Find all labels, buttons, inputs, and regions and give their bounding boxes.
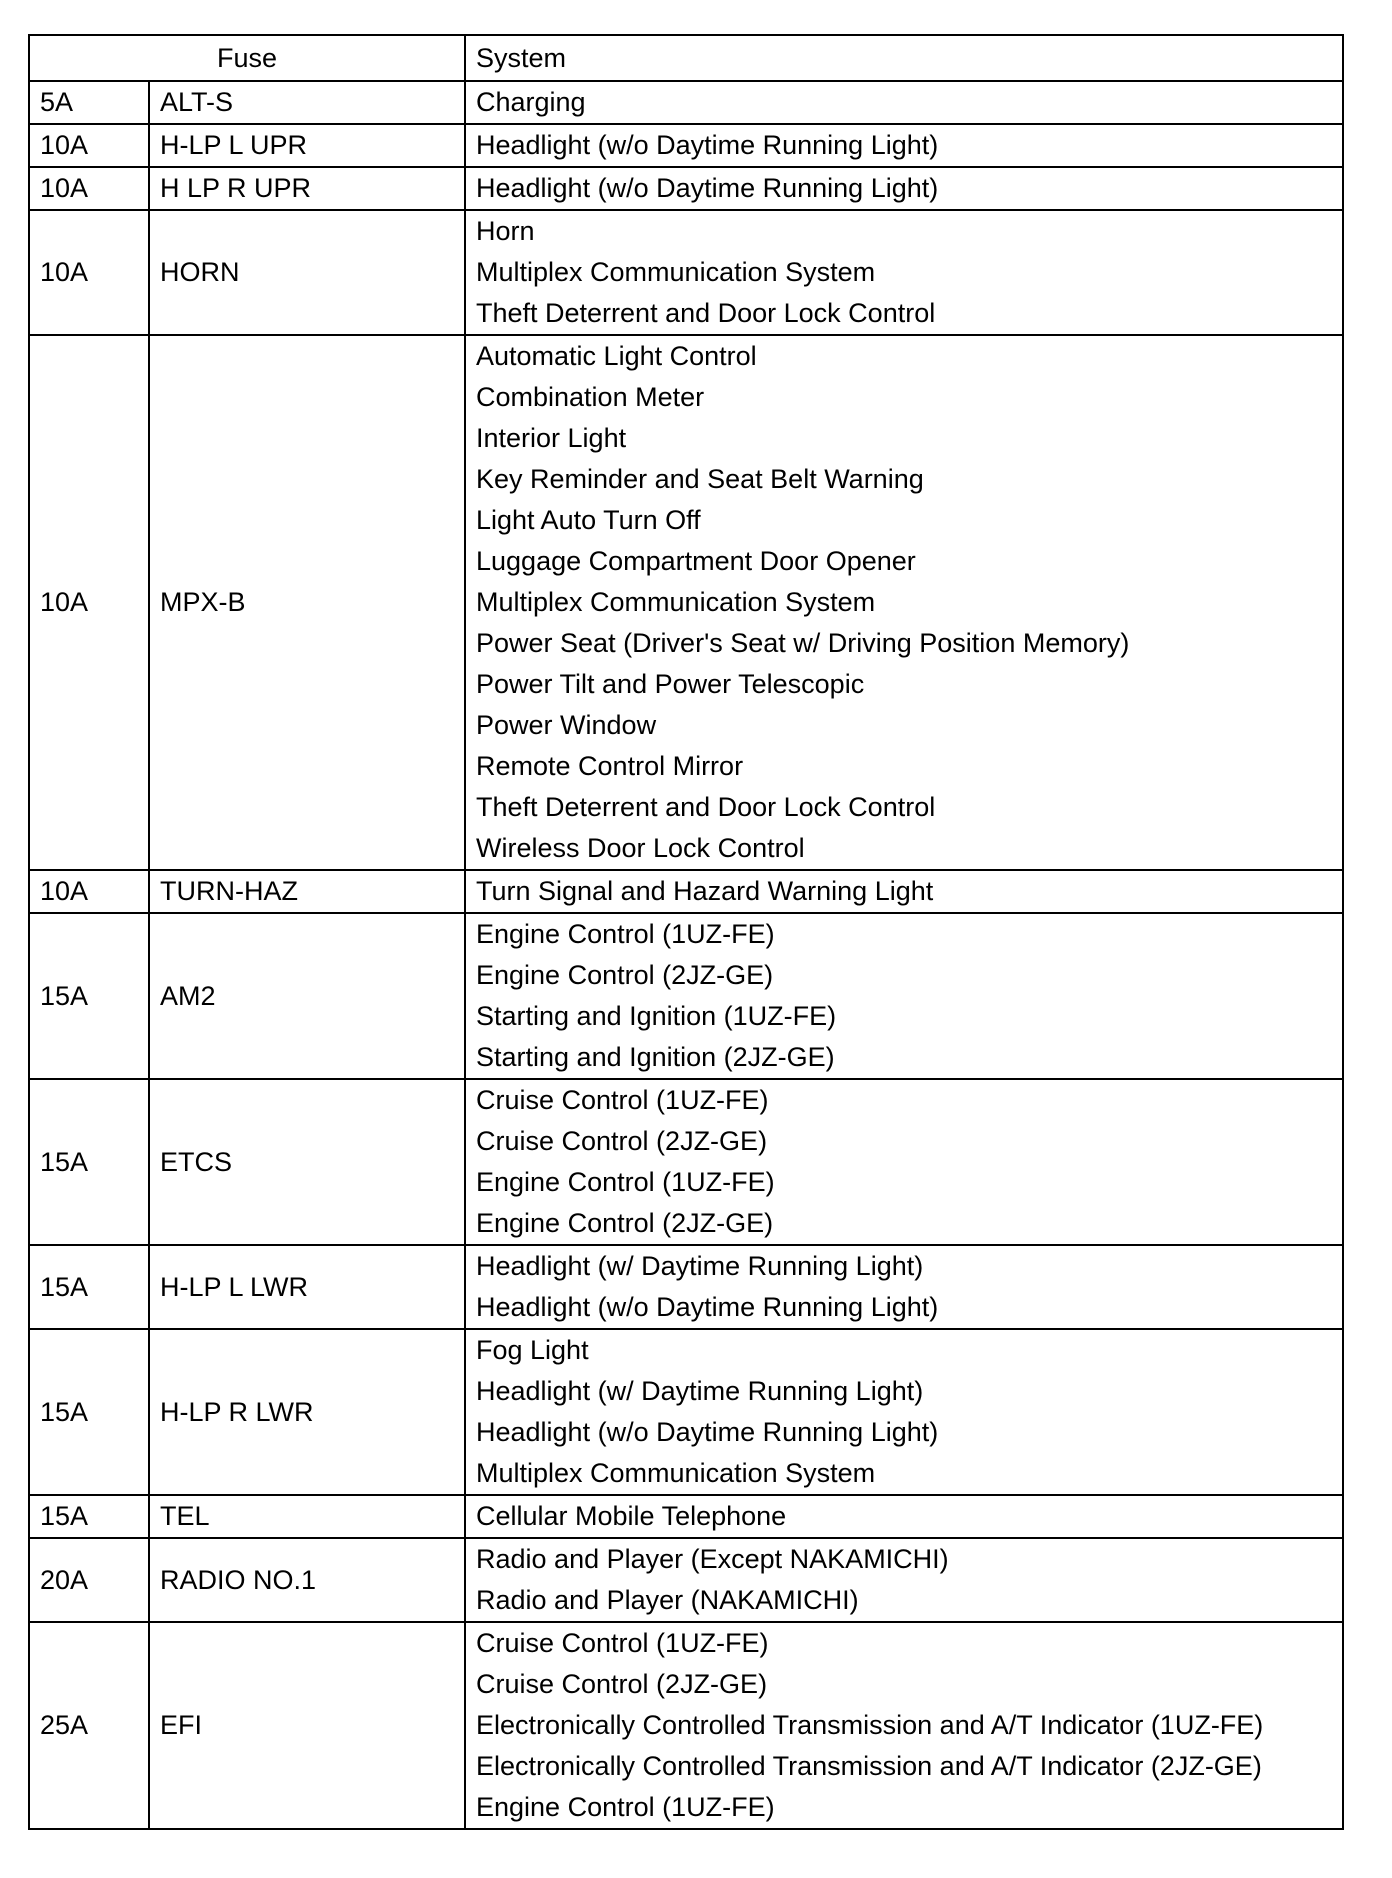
system-item: Multiplex Communication System [476, 257, 876, 287]
fuse-name: ALT-S [149, 81, 465, 124]
system-item: Engine Control (1UZ-FE) [476, 919, 775, 949]
table-row [29, 81, 1343, 124]
system-item: Cellular Mobile Telephone [476, 1501, 787, 1531]
table-row [29, 335, 1343, 870]
fuse-name: TEL [149, 1495, 465, 1538]
system-list [465, 870, 1343, 913]
system-list [465, 1079, 1343, 1245]
table-row [29, 1245, 1343, 1329]
table-row [29, 124, 1343, 167]
system-item: Key Reminder and Seat Belt Warning [476, 464, 924, 494]
fuse-amperage: 15A [29, 1245, 149, 1329]
system-item: Charging [476, 87, 586, 117]
fuse-amperage: 10A [29, 167, 149, 210]
fuse-amperage: 5A [29, 81, 149, 124]
system-item: Multiplex Communication System [476, 587, 876, 617]
system-column-header: System [465, 35, 1343, 81]
system-item: Starting and Ignition (1UZ-FE) [476, 1001, 837, 1031]
system-item: Electronically Controlled Transmission and A/T Indicator (2JZ-GE) [476, 1751, 1262, 1781]
fuse-name: H-LP L UPR [149, 124, 465, 167]
system-item: Engine Control (2JZ-GE) [476, 960, 774, 990]
system-item: Cruise Control (2JZ-GE) [476, 1669, 768, 1699]
system-item: Combination Meter [476, 382, 705, 412]
system-item: Wireless Door Lock Control [476, 833, 805, 863]
system-item: Headlight (w/o Daytime Running Light) [476, 1417, 939, 1447]
system-item: Power Window [476, 710, 657, 740]
system-list [465, 913, 1343, 1079]
system-item: Cruise Control (2JZ-GE) [476, 1126, 768, 1156]
system-item: Radio and Player (Except NAKAMICHI) [476, 1544, 949, 1574]
system-list [465, 1245, 1343, 1329]
table-row [29, 870, 1343, 913]
system-item: Headlight (w/o Daytime Running Light) [476, 1292, 939, 1322]
fuse-name: AM2 [149, 913, 465, 1079]
fuse-name: HORN [149, 210, 465, 335]
table-row [29, 913, 1343, 1079]
system-item: Light Auto Turn Off [476, 505, 701, 535]
system-list [465, 1538, 1343, 1622]
table-row [29, 1495, 1343, 1538]
system-item: Headlight (w/ Daytime Running Light) [476, 1376, 924, 1406]
fuse-name: EFI [149, 1622, 465, 1829]
system-item: Headlight (w/ Daytime Running Light) [476, 1251, 924, 1281]
fuse-name: ETCS [149, 1079, 465, 1245]
system-list [465, 81, 1343, 124]
system-item: Starting and Ignition (2JZ-GE) [476, 1042, 835, 1072]
fuse-name: H-LP R LWR [149, 1329, 465, 1495]
fuse-column-header: Fuse [29, 35, 465, 81]
fuse-amperage: 10A [29, 870, 149, 913]
system-list [465, 1329, 1343, 1495]
system-item: Cruise Control (1UZ-FE) [476, 1085, 769, 1115]
fuse-name: H LP R UPR [149, 167, 465, 210]
table-row [29, 167, 1343, 210]
system-item: Cruise Control (1UZ-FE) [476, 1628, 769, 1658]
system-list [465, 1622, 1343, 1829]
fuse-name: TURN-HAZ [149, 870, 465, 913]
system-item: Power Tilt and Power Telescopic [476, 669, 865, 699]
table-header-row [29, 35, 1343, 81]
fuse-name: RADIO NO.1 [149, 1538, 465, 1622]
system-list [465, 335, 1343, 870]
system-item: Theft Deterrent and Door Lock Control [476, 298, 936, 328]
system-list [465, 167, 1343, 210]
system-item: Remote Control Mirror [476, 751, 744, 781]
system-list [465, 124, 1343, 167]
fuse-amperage: 10A [29, 335, 149, 870]
system-item: Engine Control (2JZ-GE) [476, 1208, 774, 1238]
table-row [29, 1538, 1343, 1622]
table-row [29, 1622, 1343, 1829]
system-item: Turn Signal and Hazard Warning Light [476, 876, 934, 906]
fuse-amperage: 15A [29, 913, 149, 1079]
fuse-amperage: 10A [29, 124, 149, 167]
fuse-amperage: 15A [29, 1329, 149, 1495]
system-item: Luggage Compartment Door Opener [476, 546, 916, 576]
system-list [465, 1495, 1343, 1538]
table-row [29, 1079, 1343, 1245]
table-row [29, 1329, 1343, 1495]
system-item: Headlight (w/o Daytime Running Light) [476, 173, 939, 203]
fuse-table [28, 34, 1344, 1830]
system-item: Fog Light [476, 1335, 589, 1365]
system-item: Multiplex Communication System [476, 1458, 876, 1488]
system-item: Horn [476, 216, 535, 246]
table-row [29, 210, 1343, 335]
system-item: Engine Control (1UZ-FE) [476, 1792, 775, 1822]
fuse-amperage: 20A [29, 1538, 149, 1622]
system-item: Power Seat (Driver's Seat w/ Driving Position Memory) [476, 628, 1130, 658]
fuse-table-body [29, 81, 1343, 1829]
system-item: Automatic Light Control [476, 341, 757, 371]
fuse-amperage: 10A [29, 210, 149, 335]
system-item: Electronically Controlled Transmission and A/T Indicator (1UZ-FE) [476, 1710, 1264, 1740]
system-item: Headlight (w/o Daytime Running Light) [476, 130, 939, 160]
system-item: Interior Light [476, 423, 627, 453]
fuse-name: H-LP L LWR [149, 1245, 465, 1329]
system-item: Radio and Player (NAKAMICHI) [476, 1585, 859, 1615]
system-item: Theft Deterrent and Door Lock Control [476, 792, 936, 822]
system-item: Engine Control (1UZ-FE) [476, 1167, 775, 1197]
fuse-amperage: 15A [29, 1495, 149, 1538]
fuse-name: MPX-B [149, 335, 465, 870]
fuse-table-sheet [28, 34, 1342, 1830]
fuse-amperage: 25A [29, 1622, 149, 1829]
fuse-amperage: 15A [29, 1079, 149, 1245]
system-list [465, 210, 1343, 335]
